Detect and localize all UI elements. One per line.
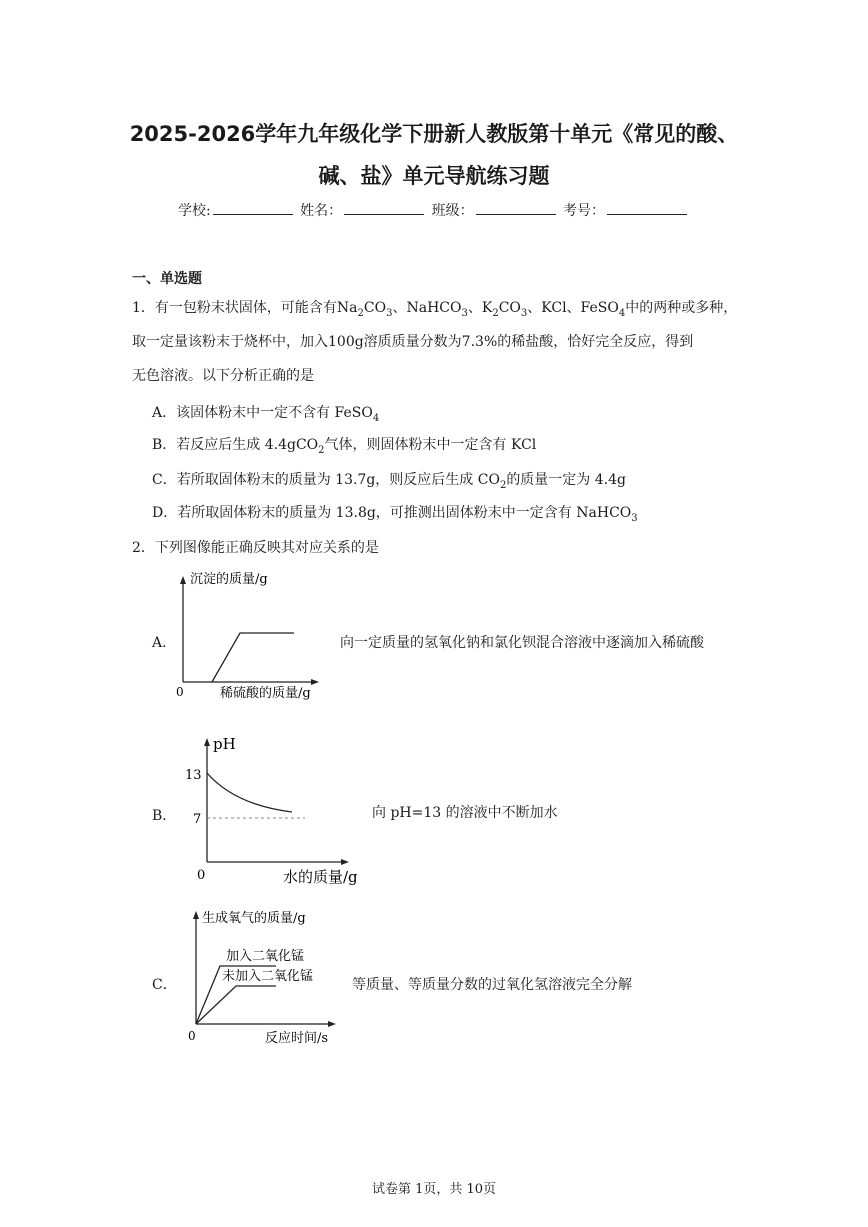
graph-b-xlabel: 水的质量/g [283,868,358,886]
number-label: 考号： [563,203,606,219]
graph-b-tick-7: 7 [193,812,202,827]
graph-c-curve-without-mno2 [196,986,276,1024]
graph-a-origin: 0 [176,685,184,699]
graph-b-option-label[interactable]: B． [152,808,177,824]
graph-b-tick-13: 13 [185,768,202,783]
graph-c-option-label[interactable]: C． [152,977,177,993]
graph-c-series1-label: 加入二氧化锰 [226,949,305,964]
option-c[interactable]: C．若所取固体粉末的质量为 13.7g，则反应后生成 $CO_2$的质量一定为 4.4g [152,472,626,491]
graph-c-x-arrow [328,1021,336,1027]
graph-a-xlabel: 稀硫酸的质量/g [220,686,311,701]
graph-c-y-arrow [193,911,199,919]
school-label: 学校: [177,203,211,219]
graph-b-origin: 0 [197,868,206,883]
exam-title-line2: 碱、盐》单元导航练习题 [318,164,550,188]
question-2-stem: 2．下列图像能正确反映其对应关系的是 [132,540,379,556]
graph-c-series2-label: 未加入二氧化锰 [222,969,314,984]
graph-a-description: 向一定质量的氢氧化钠和氯化钡混合溶液中逐滴加入稀硫酸 [340,635,704,651]
question-1-line3: 无色溶液。以下分析正确的是 [132,368,314,384]
option-b[interactable]: B．若反应后生成 4.4gCO$_2$气体，则固体粉末中一定含有 KCl [152,437,537,456]
name-label: 姓名： [300,203,343,219]
graph-b-description: 向 pH=13 的溶液中不断加水 [372,805,558,821]
option-a[interactable]: A．该固体粉末中一定不含有 FeSO$_4$ [152,405,380,424]
graph-c-ylabel: 生成氧气的质量/g [202,911,306,926]
exam-title-line1: 2025-2026学年九年级化学下册新人教版第十单元《常见的酸、 [129,122,739,146]
question-1-line1: 1．有一包粉末状固体，可能含有$Na_2CO_3$、NaHCO$_3$、$K_2CO_3$、KCl、FeSO$_4$中的两种或多种， [132,300,738,319]
graph-b-ylabel: pH [213,735,236,753]
graph-a-ylabel: 沉淀的质量/g [190,572,268,587]
graph-c-origin: 0 [188,1029,196,1043]
graph-c-description: 等质量、等质量分数的过氧化氢溶液完全分解 [352,977,632,993]
graph-a-option-label[interactable]: A． [152,635,177,651]
question-1-line2: 取一定量该粉末于烧杯中，加入100g溶质质量分数为7.3%的稀盐酸，恰好完全反应，得到 [132,334,694,350]
page-footer: 试卷第 1页，共 10页 [371,1182,497,1197]
option-d[interactable]: D．若所取固体粉末的质量为 13.8g，可推测出固体粉末中一定含有 NaHCO$_3$ [152,505,638,524]
class-label: 班级： [431,203,474,219]
graph-c-xlabel: 反应时间/s [265,1031,329,1046]
section-heading: 一、单选题 [132,271,202,287]
